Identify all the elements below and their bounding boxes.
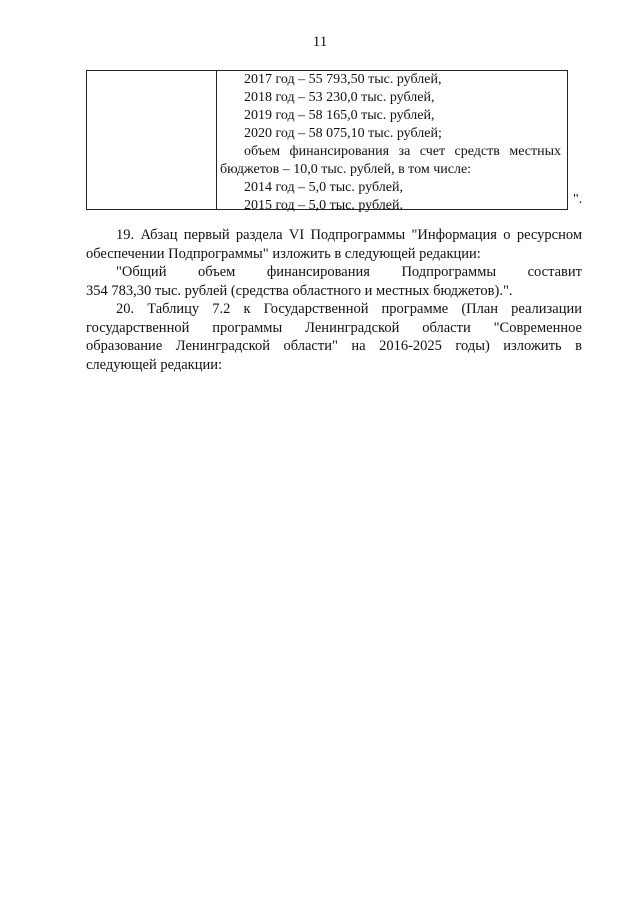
paragraph-19-line-1: 19. Абзац первый раздела VI Подпрограммы "Информация о ресурсном: [116, 227, 582, 243]
body-text: [86, 226, 582, 374]
paragraph-20-line-3: образование Ленинградской области" на 2016-2025 годы) изложить в: [86, 338, 582, 354]
quote-line-1: "Общий объем финансирования Подпрограммы составит: [116, 264, 582, 280]
table-closing-quote: ".: [573, 192, 583, 207]
financing-table: [86, 70, 568, 213]
table-line-2020: 2020 год – 58 075,10 тыс. рублей;: [244, 126, 442, 141]
table-line-2018: 2018 год – 53 230,0 тыс. рублей,: [244, 90, 435, 105]
table-line-local-budget: объем финансирования за счет средств местных: [244, 144, 561, 159]
paragraph-20-line-1: 20. Таблицу 7.2 к Государственной программе (План реализации: [116, 301, 582, 317]
table-content-cell: [217, 71, 567, 213]
table-line-2015: 2015 год – 5,0 тыс. рублей.: [244, 198, 403, 213]
paragraph-19-line-2: обеспечении Подпрограммы" изложить в следующей редакции:: [86, 245, 481, 262]
page-number: 11: [312, 34, 328, 50]
table-line-2017: 2017 год – 55 793,50 тыс. рублей,: [244, 72, 442, 87]
paragraph-20-line-4: следующей редакции:: [86, 356, 223, 373]
quote-line-2: 354 783,30 тыс. рублей (средства областного и местных бюджетов).".: [86, 282, 513, 299]
table-line-2014: 2014 год – 5,0 тыс. рублей,: [244, 180, 403, 195]
table-line-2019: 2019 год – 58 165,0 тыс. рублей,: [244, 108, 435, 123]
table-empty-cell: [87, 71, 217, 209]
table-line-local-total: бюджетов – 10,0 тыс. рублей, в том числе:: [220, 162, 472, 177]
paragraph-20-line-2: государственной программы Ленинградской области "Современное: [86, 319, 582, 336]
